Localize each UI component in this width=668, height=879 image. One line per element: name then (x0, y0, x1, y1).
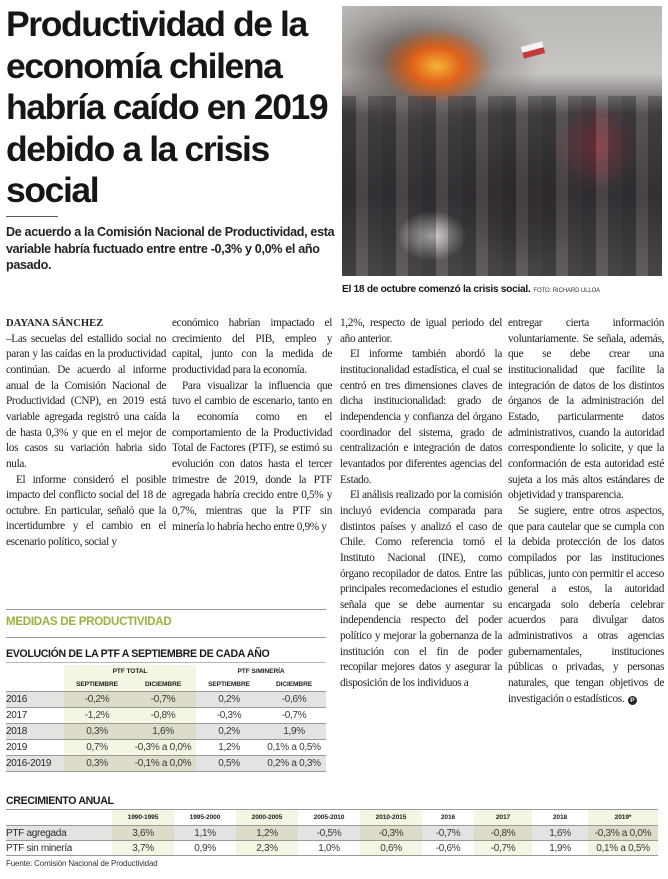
table-cell: -0,1% a 0,0% (130, 755, 196, 771)
table-cell: 1,1% (174, 826, 236, 841)
article-column-3 (340, 316, 502, 692)
table-cell: 0,2% (196, 691, 262, 707)
row-label: PTF agregada (6, 826, 112, 841)
table-row (6, 826, 658, 841)
table-cell: -0,2% (64, 691, 130, 707)
table-cell: -1,2% (64, 707, 130, 723)
infographic-section-title: MEDIDAS DE PRODUCTIVIDAD (6, 615, 172, 628)
table-cell: 3,7% (112, 841, 174, 856)
table-cell: -0,7% (130, 691, 196, 707)
table-ptf-evolution (6, 665, 326, 772)
table-column-header: SEPTIEMBRE (64, 678, 130, 691)
table-cell: 3,6% (112, 826, 174, 841)
table-cell: 0,2% (196, 723, 262, 739)
table-cell: 1,0% (298, 841, 360, 856)
row-label: 2018 (6, 723, 64, 739)
paragraph (508, 504, 664, 708)
table-column-header: 2016 (422, 810, 474, 826)
table-cell: -0,3% a 0,0% (588, 826, 658, 841)
row-label: PTF sin minería (6, 841, 112, 856)
photo-flag (521, 41, 545, 58)
table-annual-growth (6, 809, 658, 856)
table-title-underline (6, 662, 326, 663)
paragraph: económico habrían impactado el crecimiento del PIB, empleo y capital, junto con la medida de productividad para la economía. (172, 317, 332, 376)
caption-text: El 18 de octubre comenzó la crisis social. (342, 284, 531, 295)
table-cell: 0,7% (64, 739, 130, 755)
deck-divider (6, 216, 58, 217)
section-divider (6, 637, 326, 638)
table-cell: 1,6% (130, 723, 196, 739)
article-column-1 (6, 316, 166, 551)
row-label: 2016-2019 (6, 755, 64, 771)
photo-credit: FOTO: RICHARD ULLOA (533, 288, 601, 294)
protest-photo (342, 6, 662, 276)
table-cell: 0,3% (64, 723, 130, 739)
paragraph: entregar cierta información voluntariamente. Se señala, además, que se debe crear una institucionalidad que facilite la integración de datos de los distintos órganos de la administración del Estado, particularmente datos administrativos, cuando la autoridad correspondiente lo solicite, y que la conformación de esta autoridad esté sujeta a los más altos estándares de objetividad y transparencia. (508, 317, 664, 502)
section-divider (6, 609, 326, 610)
table-cell: 1,2% (196, 739, 262, 755)
table-cell: 0,3% (64, 755, 130, 771)
paragraph: El informe consideró el posible impacto del conflicto social del 18 de octubre. En particular, señaló que la incertidumbre y el cambio en el escenario político, social y (6, 473, 166, 549)
table-column-header: 2017 (474, 810, 532, 826)
table-header-empty (6, 678, 64, 691)
table-cell: 1,2% (236, 826, 298, 841)
table-cell: 0,2% a 0,3% (262, 755, 326, 771)
table-cell: 0,1% a 0,5% (588, 841, 658, 856)
row-label: 2016 (6, 691, 64, 707)
table-cell: -0,7% (262, 707, 326, 723)
table-row (6, 707, 326, 723)
paragraph-text: Se sugiere, entre otros aspectos, que para cautelar que se cumpla con la debida protección de los datos compilados por las instituciones públicas, junto con permitir el acceso general a estos, la autoridad encargada solo debería celebrar acuerdos para divulgar datos administrativos a otras agencias gubernamentales, instituciones públicas o privadas, y personas naturales, que tengan objetivos de investigación o estadísticos. (508, 504, 664, 705)
table-cell: -0,6% (262, 691, 326, 707)
table-row (6, 691, 326, 707)
table-row (6, 841, 658, 856)
table-cell: -0,8% (130, 707, 196, 723)
table-column-header: 1995-2000 (174, 810, 236, 826)
table-cell: -0,7% (422, 826, 474, 841)
table-row (6, 755, 326, 771)
source-note: Fuente: Comisión Nacional de Productividad (6, 859, 158, 868)
paragraph: El informe también abordó la institucionalidad estadística, el cual se centró en tres dimensiones claves de dicha institucionalidad: grado de independencia y confianza del órgano coordinador del sistema, grado de centralización e integración de datos levantados por diferentes agencias del Estado. (340, 348, 502, 486)
table-cell: 1,9% (262, 723, 326, 739)
table-cell: -0,6% (422, 841, 474, 856)
table-cell: 0,9% (174, 841, 236, 856)
table-column-header: 2018 (532, 810, 588, 826)
table-group-header: PTF TOTAL (64, 665, 196, 678)
photo-caption (342, 284, 668, 295)
table-column-header: 2010-2015 (360, 810, 422, 826)
headline: Productividad de la economía chilena habría caído en 2019 debido a la crisis social (6, 4, 328, 210)
table-column-header: SEPTIEMBRE (208, 680, 250, 688)
table-annual-growth-title: CRECIMIENTO ANUAL (6, 795, 114, 807)
paragraph: Para visualizar la influencia que tuvo el cambio de escenario, tanto en la economía como en el comportamiento de la Productividad Total de Factores (PTF), se estimó su evolución con datos hasta el tercer trimestre de 2019, donde la PTF agregada habría crecido entre 0,5% y 0,7%, mientras que la PTF sin minería lo habría hecho entre 0,9% y (172, 379, 332, 533)
table-column-header: 2005-2010 (298, 810, 360, 826)
table-cell: -0,3% a 0,0% (130, 739, 196, 755)
table-column-header: 2019* (588, 810, 658, 826)
article-column-2 (172, 316, 332, 535)
table-cell: 0,6% (360, 841, 422, 856)
table-column-header: 1990-1995 (112, 810, 174, 826)
byline: DAYANA SÁNCHEZ (6, 318, 104, 329)
row-label: 2017 (6, 707, 64, 723)
paragraph: –Las secuelas del estallido social no paran y las caídas en la productividad continúan. De acuerdo al informe anual de la Comisión Nacional de Productividad (CNP), en 2019 está variable agregada registró una caída de hasta 0,3% y que en el mejor de los casos su variación habria sido nula. (6, 332, 166, 470)
paragraph: El análisis realizado por la comisión incluyó evidencia comparada para distintos países y analizó el caso de Chile. Como referencia tomó el Instituto Nacional (INE), como órgano recopilador de datos. Entre las principales recomedaciones el estudio señala que se debe aumentar su independencia respecto del poder político y mejorar la gobernanza de la institución con el fin de poder recopilar mejores datos y asegurar la disposición de los individuos a (340, 489, 502, 690)
table-cell: 0,5% (196, 755, 262, 771)
table-row (6, 723, 326, 739)
table-cell: -0,7% (474, 841, 532, 856)
table-header-empty (6, 810, 112, 826)
table-header-empty (6, 665, 64, 678)
table-column-header: 2000-2005 (236, 810, 298, 826)
deck-subtitle: De acuerdo a la Comisión Nacional de Productividad, esta variable habría fuctuado entre entre -0,3% y 0,0% el año pasado. (6, 225, 335, 273)
table-cell: 2,3% (236, 841, 298, 856)
table-cell: 1,9% (532, 841, 588, 856)
paragraph: 1,2%, respecto de igual periodo del año anterior. (340, 317, 502, 345)
table-cell: 1,6% (532, 826, 588, 841)
row-label: 2019 (6, 739, 64, 755)
table-group-header: PTF S/MINERÍA (237, 668, 285, 675)
table-cell: -0,3% (360, 826, 422, 841)
table-cell: 0,1% a 0,5% (262, 739, 326, 755)
photo-crowd (342, 96, 662, 276)
table-cell: -0,5% (298, 826, 360, 841)
table-ptf-evolution-title: EVOLUCIÓN DE LA PTF A SEPTIEMBRE DE CADA AÑO (6, 648, 270, 660)
table-row (6, 739, 326, 755)
table-column-header: DICIEMBRE (130, 678, 196, 691)
end-of-article-icon: P (628, 696, 637, 705)
table-column-header: DICIEMBRE (275, 680, 313, 688)
table-cell: -0,8% (474, 826, 532, 841)
table-cell: -0,3% (196, 707, 262, 723)
article-column-4 (508, 316, 664, 707)
